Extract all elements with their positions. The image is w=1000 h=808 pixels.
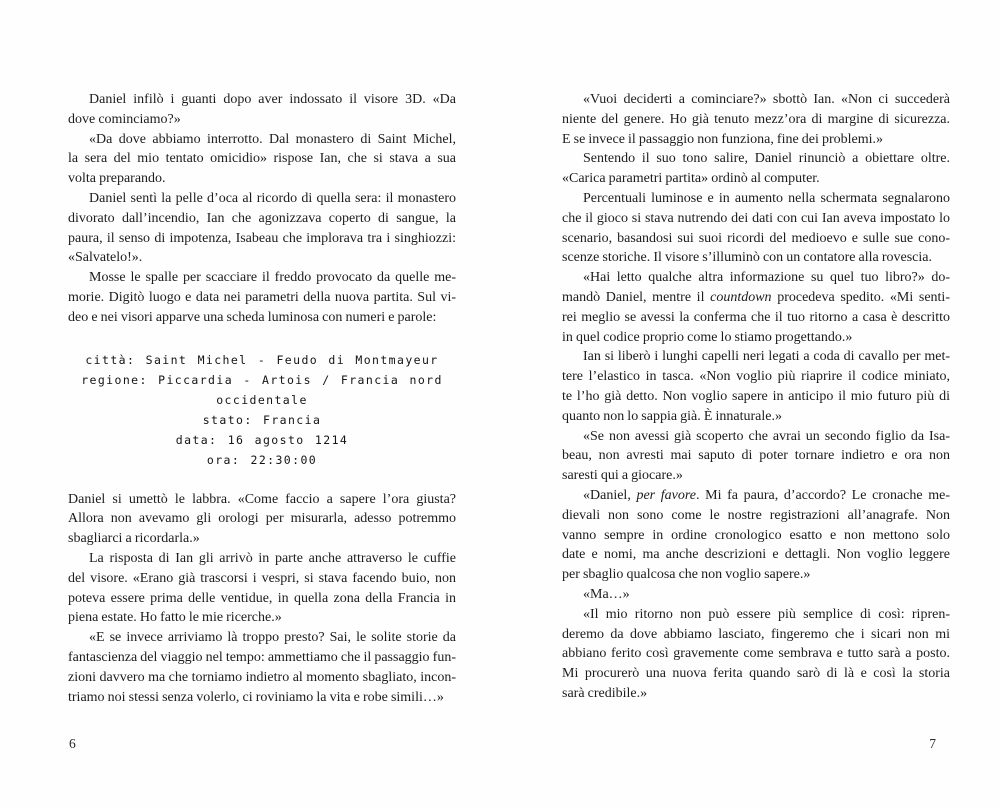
page-left: [68, 90, 456, 751]
text-line: Allora non avevamo gli orologi per misurarla, adesso potremmo: [68, 511, 456, 527]
text-line: Mosse le spalle per scacciare il freddo provocato da quelle me-: [89, 270, 456, 286]
italic-word: per favore: [636, 487, 697, 503]
text-line: «Carica parametri partita» ordinò al computer.: [562, 171, 820, 187]
text-line: scenze storiche. Il visore s’illuminò con un contatore alla rovescia.: [562, 250, 932, 266]
text-line: «E se invece arriviamo là troppo presto? Sai, le solite storie da: [89, 630, 456, 646]
page-number-right: 7: [929, 736, 936, 751]
paragraph: [68, 130, 456, 189]
terminal-line: città: Saint Michel - Feudo di Montmayeur: [85, 352, 439, 367]
page-number-left: 6: [69, 736, 76, 751]
text-line: deremo da dove abbiamo lasciato, fingeremo che i sicari non mi: [562, 626, 950, 642]
text-line: quanto non lo sappia già. È innaturale.»: [562, 408, 782, 424]
text-line: «Da dove abbiamo interrotto. Dal monastero di Saint Michel,: [89, 131, 456, 147]
text-line: «Il mio ritorno non può essere più semplice di così: ripren-: [583, 606, 950, 622]
text-line: te l’ho già detto. Non voglio sapere in anticipo il mio futuro più di: [562, 388, 950, 404]
text-segment: mandò Daniel, mentre il: [562, 289, 711, 305]
text-line: fantascienza del viaggio nel tempo: ammettiamo che il passaggio fun-: [68, 649, 456, 665]
paragraph: [68, 90, 456, 130]
paragraph: [68, 549, 456, 628]
paragraph: [68, 189, 456, 268]
text-line: triamo noi stessi senza volerlo, ci roviniamo la vita e robe simili…»: [68, 689, 444, 705]
text-line: dievali non sono come le nostre registrazioni all’anagrafe. Non: [562, 507, 950, 523]
text-line: Daniel si umettò le labbra. «Come faccio a sapere l’ora giusta?: [68, 491, 456, 507]
text-segment: . Mi fa paura, d’accordo? Le cronache me-: [696, 487, 950, 503]
text-line: «Ma…»: [583, 586, 630, 602]
text-line: piena estate. Ho fatto le mie ricerche.»: [68, 610, 282, 626]
paragraph: [68, 490, 456, 549]
paragraph: [562, 605, 950, 704]
text-line: zioni davvero ma che torniamo indietro al momento sbagliato, incon-: [68, 669, 456, 685]
paragraph: [68, 268, 456, 327]
page-right-content: [562, 90, 950, 704]
text-segment: «Daniel,: [583, 487, 637, 503]
text-line: paura, il senso di impotenza, Isabeau che implorava tra i singhiozzi:: [68, 230, 456, 246]
text-line: per sbaglio qualcosa che non voglio sapere.»: [562, 567, 811, 583]
text-line: [562, 486, 950, 506]
terminal-line: occidentale: [216, 392, 308, 407]
paragraph: [562, 189, 950, 268]
text-line: in quel codice proprio come lo stiamo progettando.»: [562, 329, 853, 345]
paragraph: [562, 585, 950, 605]
text-line: date e nomi, ma anche descrizioni e dettagli. Non voglio leggere: [562, 547, 950, 563]
text-line: beau, non avresti mai saputo di poter tornare indietro e ora non: [562, 448, 950, 464]
text-line: divorato dall’incendio, Ian che agonizzava coperto di sangue, la: [68, 210, 456, 226]
text-line: abbiano ferito così gravemente come sembrava e tutto sarà a posto.: [562, 646, 950, 662]
text-line: vanno sempre in ordine cronologico esatto e non mettono solo: [562, 527, 950, 543]
text-line: poteva essere prima delle ventidue, in quella zona della Francia in: [68, 590, 456, 606]
text-line: Daniel infilò i guanti dopo aver indossato il visore 3D. «Da: [89, 92, 456, 107]
text-line: E se invece il passaggio non funziona, fine dei problemi.»: [562, 131, 884, 147]
terminal-line: data: 16 agosto 1214: [175, 432, 349, 447]
text-line: deo e nei visori apparve una scheda luminosa con numeri e parole:: [68, 309, 437, 325]
paragraph: [68, 628, 456, 707]
text-line: rei meglio se avessi la conferma che il tuo ritorno a casa è descritto: [562, 309, 950, 325]
paragraph: [562, 427, 950, 486]
text-line: dove cominciamo?»: [68, 111, 181, 127]
text-line: Mi procurerò una nuova ferita quando sarò di là e così la storia: [562, 666, 950, 682]
text-line: [562, 288, 950, 308]
text-line: che il gioco si stava nutrendo dei dati con cui Ian aveva impostato lo: [562, 210, 950, 226]
terminal-line: ora: 22:30:00: [206, 452, 318, 467]
paragraph: [562, 90, 950, 149]
text-line: volta preparando.: [68, 171, 166, 187]
paragraph: [562, 347, 950, 426]
text-line: Sentendo il suo tono salire, Daniel rinunciò a obiettare oltre.: [583, 151, 950, 167]
text-line: sarà credibile.»: [562, 685, 648, 701]
paragraph: [562, 149, 950, 189]
paragraph: [562, 486, 950, 585]
text-line: «Se non avessi già scoperto che avrai un secondo figlio da Isa-: [583, 428, 950, 444]
page-right: [562, 90, 950, 751]
text-line: «Salvatelo!».: [68, 250, 143, 266]
game-parameters-display: [68, 350, 456, 470]
text-line: Ian si liberò i lunghi capelli neri legati a coda di cavallo per met-: [583, 349, 950, 365]
text-line: Percentuali luminose e in aumento nella schermata segnalarono: [583, 190, 950, 206]
text-line: «Hai letto qualche altra informazione su quel tuo libro?» do-: [583, 270, 950, 286]
text-line: Daniel sentì la pelle d’oca al ricordo di quella sera: il monastero: [89, 190, 456, 206]
text-line: del visore. «Erano già trascorsi i vespri, si stava facendo buio, non: [68, 570, 456, 586]
text-line: sbagliarci a ricordarla.»: [68, 531, 200, 547]
terminal-line: stato: Francia: [202, 412, 322, 427]
page-left-content: [68, 90, 456, 707]
text-line: La risposta di Ian gli arrivò in parte anche attraverso le cuffie: [89, 550, 456, 566]
text-line: «Vuoi deciderti a cominciare?» sbottò Ian. «Non ci succederà: [583, 92, 950, 107]
text-line: la sera del mio tentato omicidio» rispose Ian, che si stava a sua: [68, 151, 456, 167]
text-line: niente del genere. Ho già tenuto mezz’ora di margine di sicurezza.: [562, 111, 950, 127]
text-line: scenario, basandosi sui suoi ricordi del medioevo e sulle sue cono-: [562, 230, 950, 246]
terminal-line: regione: Piccardia - Artois / Francia nord: [81, 372, 443, 387]
text-line: saresti qui a giocare.»: [562, 468, 683, 484]
paragraph: [562, 268, 950, 347]
text-line: morie. Digitò luogo e data nei parametri della nuova partita. Sul vi-: [68, 289, 456, 305]
text-segment: procedeva spedito. «Mi senti-: [771, 289, 950, 305]
italic-word: countdown: [710, 289, 772, 305]
text-line: tere l’elastico in tasca. «Non voglio più riaprire il codice miniato,: [562, 369, 950, 385]
